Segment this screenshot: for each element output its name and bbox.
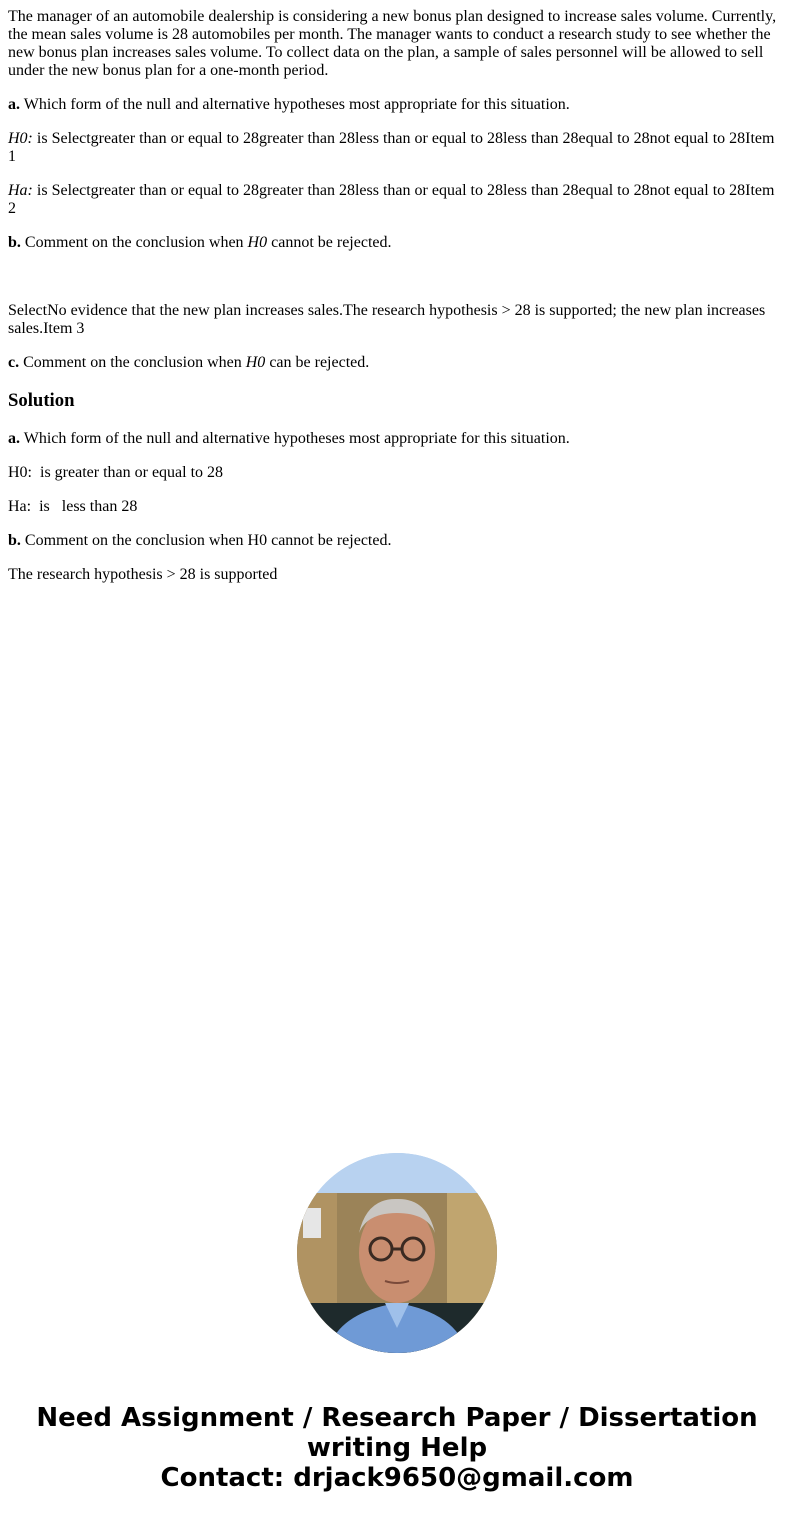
part-c-label: c. [8,354,20,371]
part-c-h0: H0 [245,354,266,371]
part-b-h0: H0 [247,234,268,251]
h0-options: is Selectgreater than or equal to 28greater than 28less than or equal to 28less than 28equal to 28not equal to 28Item 1 [8,130,775,165]
ha-options: is Selectgreater than or equal to 28greater than 28less than or equal to 28less than 28equal to 28not equal to 28Item 2 [8,182,775,217]
promo-line-2: writing Help [306,1433,488,1463]
document-body [8,0,780,600]
solution-part-a-label: a. [8,430,20,447]
question-part-a [8,96,780,114]
author-avatar [297,1153,497,1353]
author-photo-illustration [297,1153,497,1353]
promo-footer [0,1403,794,1493]
ha-label: Ha: [8,182,33,199]
part-b-text-before: Comment on the conclusion when [20,234,248,251]
solution-heading: Solution [8,390,75,411]
solution-part-b-text: Comment on the conclusion when H0 cannot be rejected. [20,532,392,549]
part-b-text-after: cannot be rejected. [267,234,392,251]
problem-statement: The manager of an automobile dealership is considering a new bonus plan designed to increase sales volume. Currently, the mean sales volume is 28 automobiles per month. The manager wants to conduct a research study to see whether the new bonus plan increases sales volume. To collect data on the plan, a sample of sales personnel will be allowed to sell under the new bonus plan for a one-month period. [8,8,777,79]
question-part-c [8,354,780,372]
solution-ha: Ha: is less than 28 [8,498,138,515]
question-part-b [8,234,780,252]
solution-part-b-label: b. [8,532,21,549]
promo-contact: Contact: drjack9650@gmail.com [160,1463,634,1493]
solution-part-b [8,532,780,550]
ha-select-line [8,182,780,218]
part-a-text: Which form of the null and alternative hypotheses most appropriate for this situation. [20,96,570,113]
part-c-text-after: can be rejected. [265,354,370,371]
part-b-label: b. [8,234,21,251]
h0-label: H0: [8,130,33,147]
part-a-label: a. [8,96,20,113]
part-b-options: SelectNo evidence that the new plan increases sales.The research hypothesis > 28 is supported; the new plan increases sales.Item 3 [8,302,766,337]
solution-answer-b: The research hypothesis > 28 is supported [8,566,278,583]
h0-select-line [8,130,780,166]
solution-part-a [8,430,780,448]
solution-part-a-text: Which form of the null and alternative hypotheses most appropriate for this situation. [20,430,570,447]
solution-h0: H0: is greater than or equal to 28 [8,464,224,481]
part-c-text-before: Comment on the conclusion when [19,354,246,371]
promo-line-1: Need Assignment / Research Paper / Dissertation [36,1403,758,1433]
